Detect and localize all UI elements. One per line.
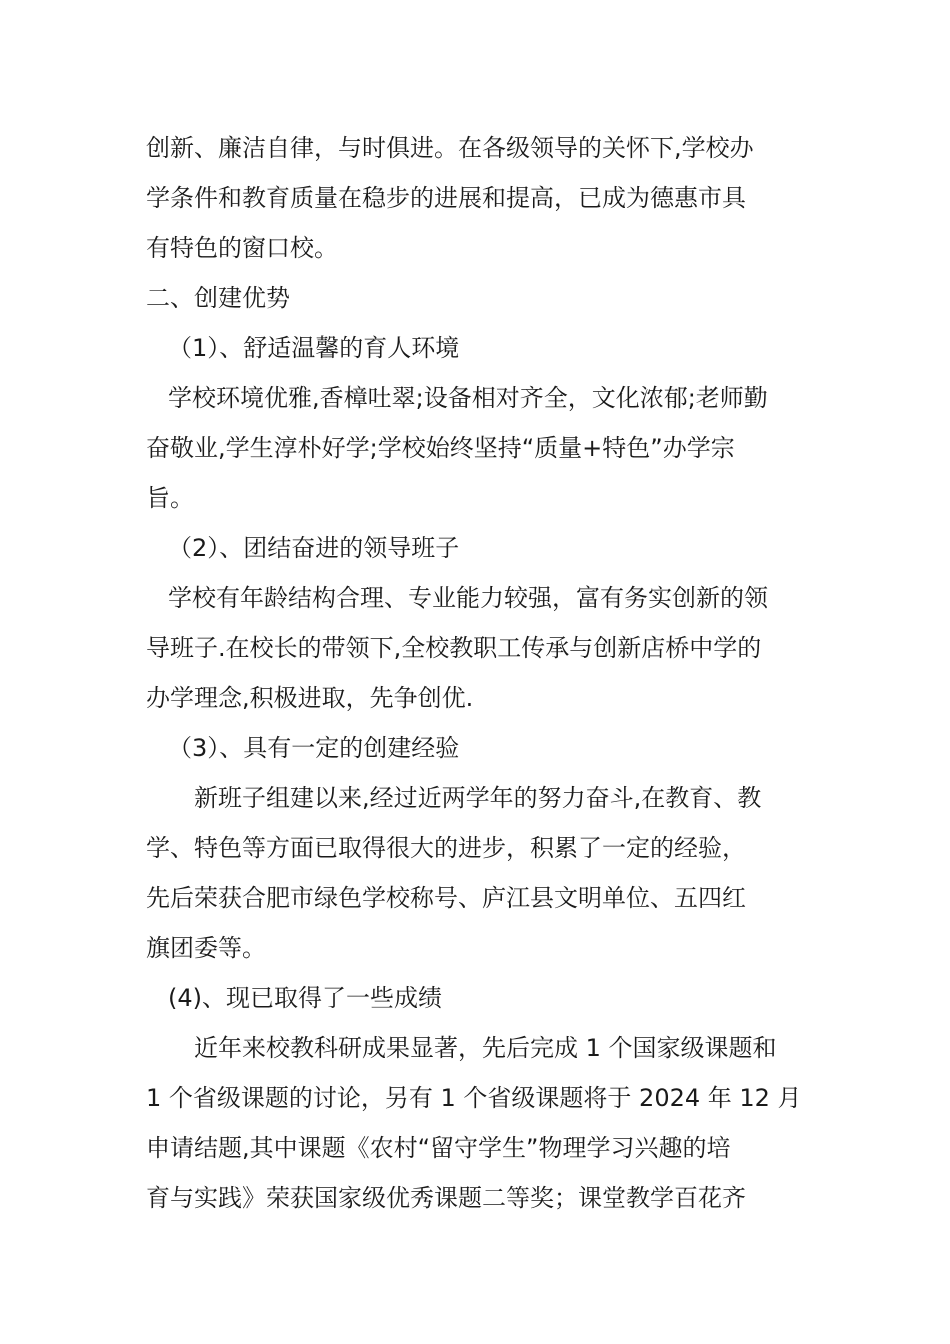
text-line: 创新、廉洁自律，与时俱进。在各级领导的关怀下,学校办: [146, 134, 754, 162]
text-line: 学校有年龄结构合理、专业能力较强，富有务实创新的领: [168, 584, 768, 612]
text-line: 有特色的窗口校。: [146, 234, 338, 262]
text-line: 旨。: [146, 484, 194, 512]
text-line: 1 个省级课题的讨论，另有 1 个省级课题将于 2024 年 12 月: [146, 1084, 802, 1112]
subsection-heading: （3）、具有一定的创建经验: [168, 734, 460, 762]
text-line: 奋敬业,学生淳朴好学;学校始终坚持“质量+特色”办学宗: [146, 434, 735, 462]
text-line: 育与实践》荣获国家级优秀课题二等奖；课堂教学百花齐: [146, 1184, 746, 1212]
text-line: 近年来校教科研成果显著，先后完成 1 个国家级课题和: [194, 1034, 777, 1062]
text-line: 办学理念,积极进取，先争创优.: [146, 684, 474, 712]
subsection-heading: （1）、舒适温馨的育人环境: [168, 334, 460, 362]
subsection-heading: （2）、团结奋进的领导班子: [168, 534, 460, 562]
text-line: 学校环境优雅,香樟吐翠;设备相对齐全，文化浓郁;老师勤: [168, 384, 768, 412]
text-line: 学条件和教育质量在稳步的进展和提高，已成为德惠市具: [146, 184, 746, 212]
text-line: 旗团委等。: [146, 934, 266, 962]
text-line: 新班子组建以来,经过近两学年的努力奋斗,在教育、教: [194, 784, 762, 812]
text-line: 先后荣获合肥市绿色学校称号、庐江县文明单位、五四红: [146, 884, 746, 912]
subsection-heading: (4)、现已取得了一些成绩: [168, 984, 442, 1012]
text-line: 学、特色等方面已取得很大的进步，积累了一定的经验，: [146, 834, 746, 862]
text-line: 导班子.在校长的带领下,全校教职工传承与创新店桥中学的: [146, 634, 762, 662]
text-line: 申请结题,其中课题《农村“留守学生”物理学习兴趣的培: [146, 1134, 731, 1162]
section-heading: 二、创建优势: [146, 284, 290, 312]
